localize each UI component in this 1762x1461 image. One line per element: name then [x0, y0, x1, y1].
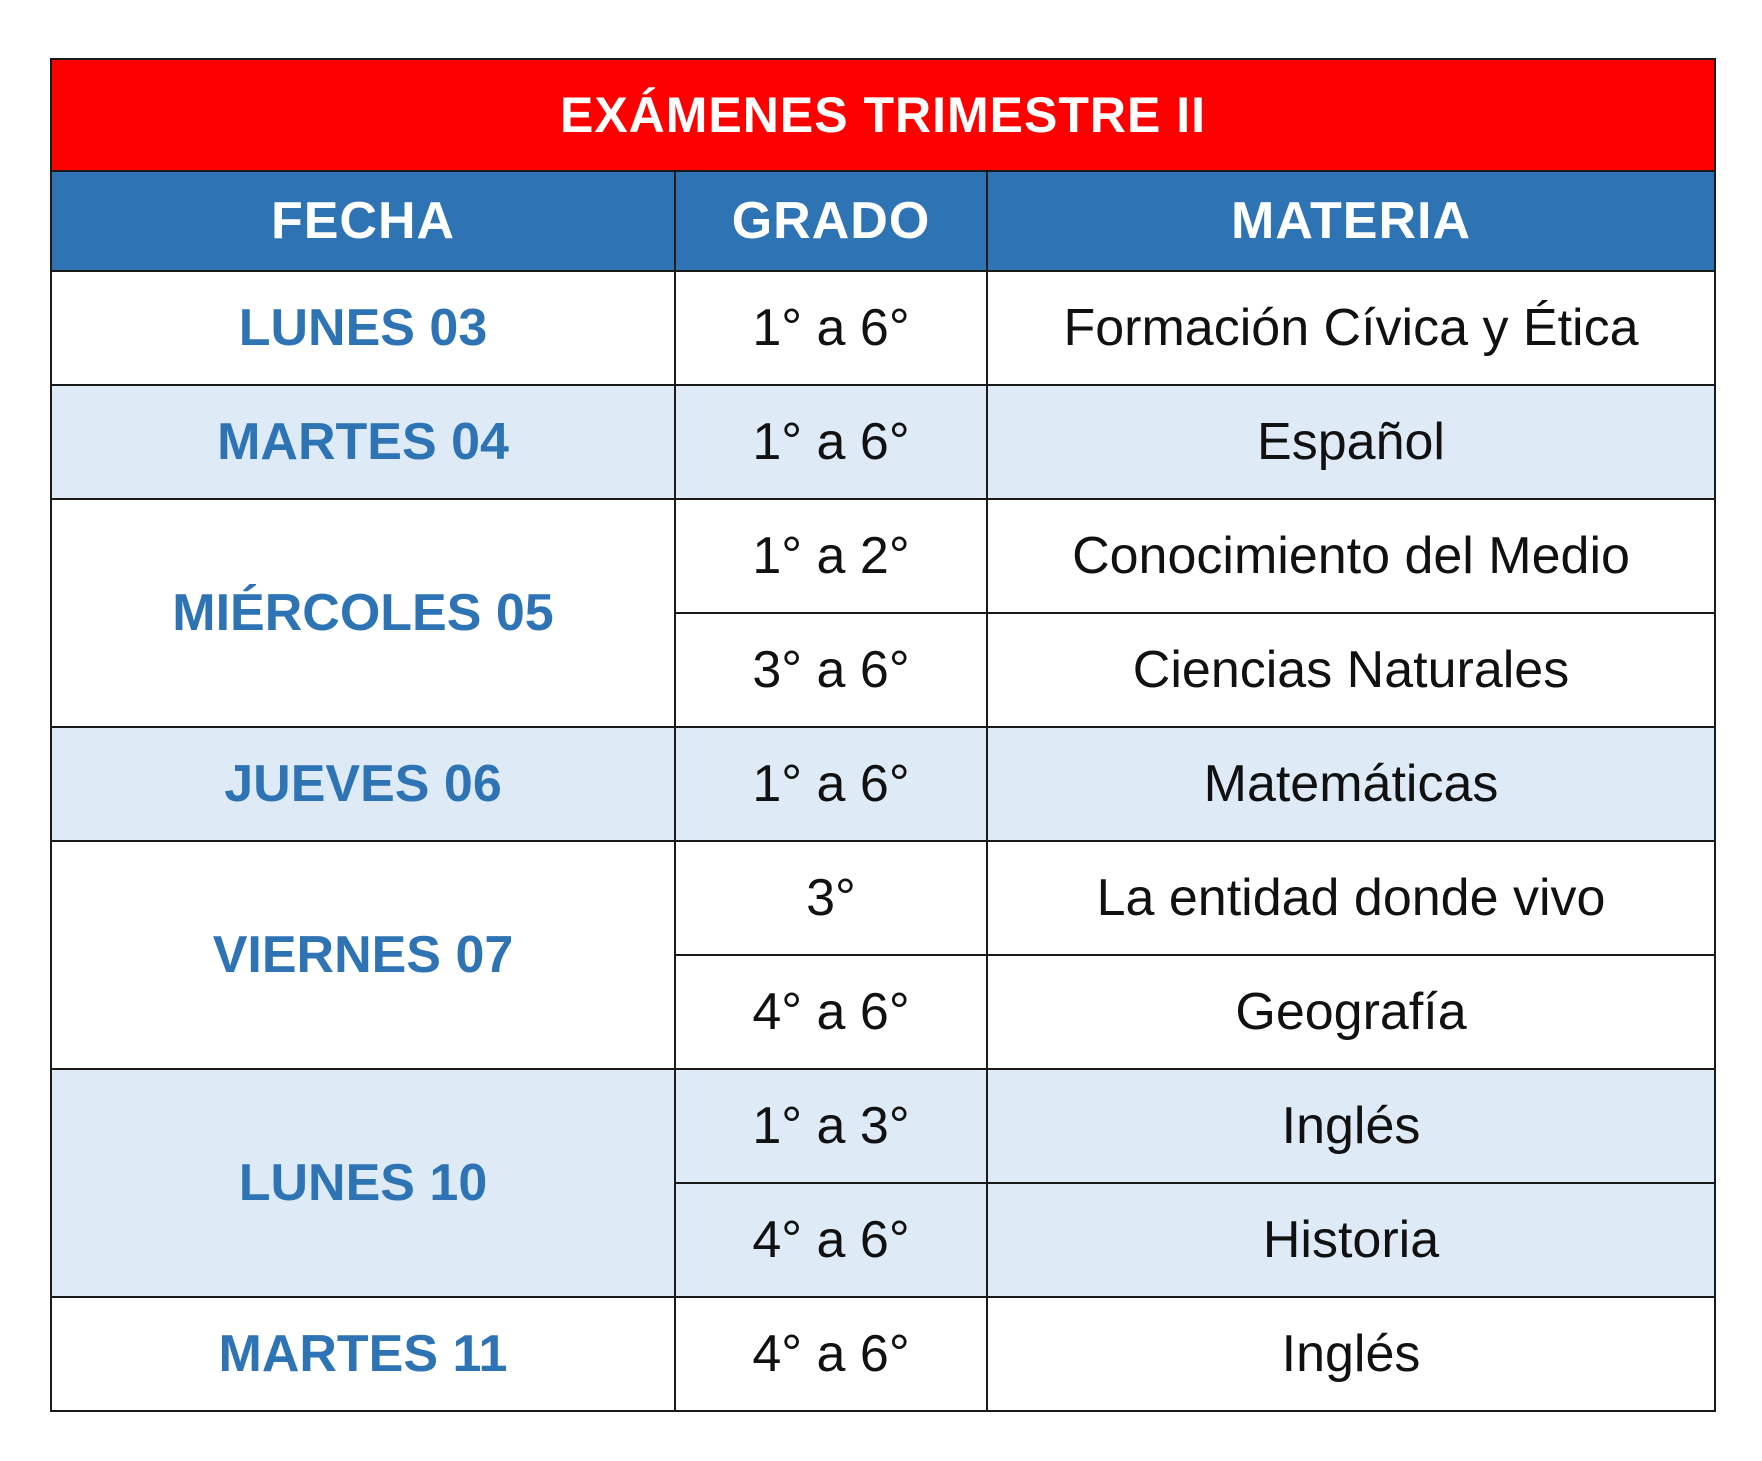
header-grado: GRADO: [675, 171, 987, 271]
subject-cell: Inglés: [987, 1297, 1715, 1411]
header-fecha: FECHA: [51, 171, 675, 271]
header-materia: MATERIA: [987, 171, 1715, 271]
date-cell: MARTES 11: [51, 1297, 675, 1411]
grade-cell: 4° a 6°: [675, 955, 987, 1069]
grade-cell: 3°: [675, 841, 987, 955]
table-row: [51, 841, 1715, 955]
grade-cell: 1° a 6°: [675, 271, 987, 385]
table-row: [51, 727, 1715, 841]
table-row: [51, 385, 1715, 499]
subject-cell: Formación Cívica y Ética: [987, 271, 1715, 385]
grade-cell: 1° a 3°: [675, 1069, 987, 1183]
grade-cell: 4° a 6°: [675, 1183, 987, 1297]
exam-schedule-sheet: [50, 58, 1714, 1412]
date-cell: MIÉRCOLES 05: [51, 499, 675, 727]
date-cell: JUEVES 06: [51, 727, 675, 841]
subject-cell: Conocimiento del Medio: [987, 499, 1715, 613]
table-row: [51, 1297, 1715, 1411]
table-row: [51, 271, 1715, 385]
grade-cell: 1° a 6°: [675, 385, 987, 499]
date-cell: LUNES 03: [51, 271, 675, 385]
subject-cell: Inglés: [987, 1069, 1715, 1183]
grade-cell: 3° a 6°: [675, 613, 987, 727]
grade-cell: 1° a 2°: [675, 499, 987, 613]
table-title: EXÁMENES TRIMESTRE II: [51, 59, 1715, 171]
subject-cell: Matemáticas: [987, 727, 1715, 841]
subject-cell: Historia: [987, 1183, 1715, 1297]
table-row: [51, 1069, 1715, 1183]
grade-cell: 4° a 6°: [675, 1297, 987, 1411]
subject-cell: Español: [987, 385, 1715, 499]
subject-cell: Ciencias Naturales: [987, 613, 1715, 727]
date-cell: LUNES 10: [51, 1069, 675, 1297]
date-cell: VIERNES 07: [51, 841, 675, 1069]
exam-schedule-table: [50, 58, 1716, 1412]
subject-cell: La entidad donde vivo: [987, 841, 1715, 955]
table-row: [51, 499, 1715, 613]
subject-cell: Geografía: [987, 955, 1715, 1069]
grade-cell: 1° a 6°: [675, 727, 987, 841]
date-cell: MARTES 04: [51, 385, 675, 499]
